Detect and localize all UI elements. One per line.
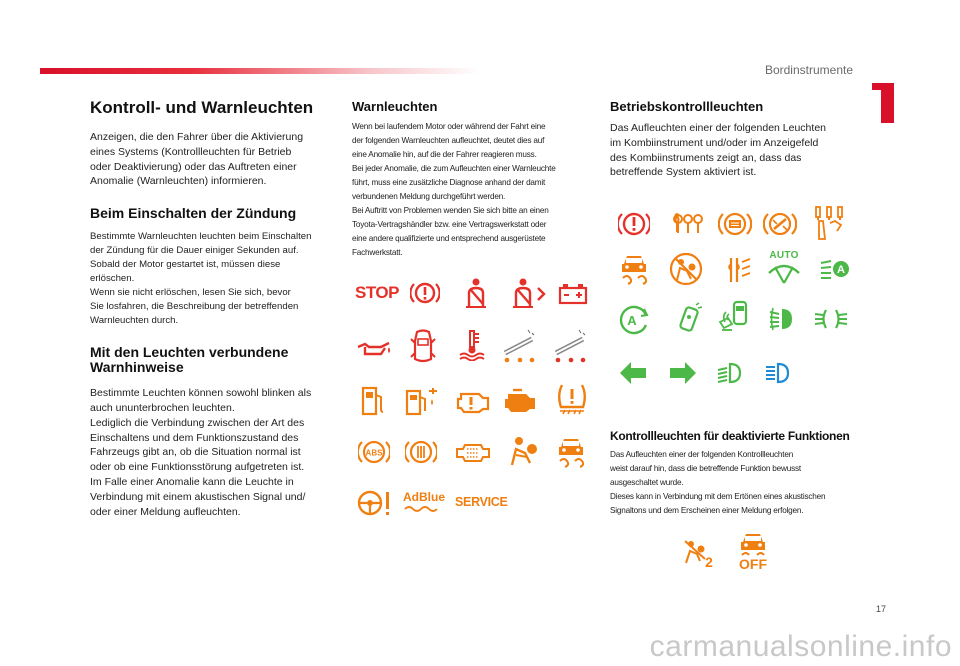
esp-off-icon: OFF — [736, 530, 770, 572]
adblue-icon: AdBlue — [403, 490, 445, 512]
key-remote-icon — [677, 302, 703, 336]
abs-warning-icon — [358, 437, 390, 467]
heading-betriebskontrollleuchten: Betriebskontrollleuchten — [610, 99, 764, 114]
warnleuchten-paragraph: Wenn bei laufendem Motor oder während der Fahrt eine der folgenden Warnleuchten aufleuchtet, deutet dies auf eine Anomalie hin, auf die der Fahrer reagieren muss. Bei jeder Anomalie, die zum Aufleuchten einer Warnleuchte führt, muss eine zusätzliche Diagnose anhand der damit verbundenen Meldung durchgeführt werden. Bei Auftritt von Problemen wenden Sie sich bitte an einen Toyota-Vertragshändler bzw. eine Vertragswerkstatt oder eine andere qualifizierte und entsprechend ausgerüstete Fachwerkstatt. — [352, 122, 556, 257]
auto-wiper-icon: AUTO — [766, 250, 802, 285]
page-title: Kontroll- und Warnleuchten — [90, 98, 314, 117]
seatbelt-warning-icon — [463, 277, 489, 309]
fuel-heater-icon — [722, 256, 752, 284]
auto-headlight-icon — [818, 256, 850, 282]
svg-text:A: A — [627, 313, 637, 328]
high-beam-icon — [764, 361, 794, 385]
header-accent-bar — [40, 68, 480, 74]
engine-warning-icon — [455, 387, 491, 415]
section-deactivated — [610, 429, 870, 518]
brake-status-icon — [618, 209, 650, 239]
fuel-filter-icon — [404, 385, 440, 417]
coolant-temperature-icon — [458, 329, 488, 361]
tyre-pressure-icon — [555, 381, 589, 417]
oil-pressure-icon — [355, 338, 393, 358]
watermark: carmanualsonline.info — [649, 630, 952, 663]
heading-deactivated: Kontrollleuchten für deaktivierte Funktionen — [610, 429, 850, 443]
hill-assist-icon — [763, 209, 797, 239]
stop-start-icon — [618, 305, 650, 335]
section-title: Bordinstrumente — [764, 63, 853, 77]
particle-filter-icon — [455, 441, 491, 465]
heading-warnings: Mit den Leuchten verbundene Warnhinweise — [90, 344, 289, 376]
steering-warning-icon — [356, 487, 392, 521]
page-number: 17 — [875, 604, 886, 614]
brake-gauge-icon — [502, 327, 538, 367]
door-open-icon — [410, 329, 436, 365]
airbag-warning-icon — [505, 435, 539, 469]
brake-pad-icon — [718, 209, 752, 239]
engine-malfunction-icon — [502, 387, 538, 415]
passenger-seatbelt-icon — [510, 277, 546, 309]
turn-left-icon — [618, 360, 648, 386]
battery-warning-icon — [558, 283, 588, 305]
park-assist-icon — [718, 300, 754, 336]
svg-text:A: A — [837, 264, 845, 276]
chapter-number — [868, 83, 894, 123]
stop-warning-icon: STOP — [355, 283, 399, 302]
stability-control-icon — [555, 435, 587, 469]
fuel-low-icon — [360, 385, 386, 417]
brake-system-icon — [405, 437, 437, 467]
front-fog-light-icon — [768, 305, 798, 333]
warnings-paragraph: Bestimmte Leuchten können sowohl blinken als auch ununterbrochen leuchten. Lediglich die Verbindung zwischen der Art des Einschaltens und dem Funktionszustand des Fahrzeugs gibt an, ob die Situation normal ist oder ob eine Funktionsstörung aufgetreten ist. Im Falle einer Anomalie kann die Leuchte in Verbindung mit einem akustischen Signal und/ oder einer Meldung aufleuchten. — [90, 387, 312, 518]
status-paragraph: Das Aufleuchten einer der folgenden Leuchten im Kombiinstrument und/oder im Anzeigefeld des Kombiinstruments zeigt an, dass das betreffende System aktiviert ist. — [610, 122, 826, 179]
intro-paragraph: Anzeigen, die den Fahrer über die Aktivierung eines Systems (Kontrollleuchten für Betrieb oder Deaktivierung) oder das Auftreten einer Anomalie (Warnleuchten) informieren. — [90, 131, 304, 188]
column-status-lights — [610, 99, 870, 180]
svg-text:ABS: ABS — [365, 448, 383, 458]
side-lights-icon — [813, 306, 849, 332]
window-sensor-icon — [813, 205, 847, 241]
tyre-gauge-icon — [553, 327, 589, 367]
glow-plug-icon — [673, 213, 703, 235]
passenger-airbag-off-icon — [680, 537, 716, 571]
column-warnings — [352, 99, 602, 260]
deactivated-paragraph: Das Aufleuchten einer der folgenden Kontrollleuchten weist darauf hin, dass die betreffende Funktion bewusst ausgeschaltet wurde. Dieses kann in Verbindung mit dem Ertönen eines akustischen Signaltons und dem Erscheinen einer Meldung erfolgen. — [610, 450, 826, 515]
airbag-off-icon — [668, 252, 704, 286]
service-icon: SERVICE — [455, 495, 508, 509]
column-intro — [90, 98, 340, 519]
heading-warnleuchten: Warnleuchten — [352, 99, 438, 114]
brake-warning-icon — [410, 279, 440, 307]
turn-right-icon — [668, 360, 698, 386]
heading-ignition: Beim Einschalten der Zündung — [90, 205, 297, 222]
ignition-paragraph: Bestimmte Warnleuchten leuchten beim Einschalten der Zündung für die Dauer einiger Sekunden auf. Sobald der Motor gestartet ist, müssen diese erlöschen. Wenn sie nicht erlöschen, lesen Sie sich, bevor Sie losfahren, die Beschreibung der betreffenden Warnleuchten durch. — [90, 231, 312, 327]
svg-text:2: 2 — [705, 554, 713, 570]
esp-active-icon — [618, 252, 650, 286]
low-beam-icon — [716, 361, 746, 385]
